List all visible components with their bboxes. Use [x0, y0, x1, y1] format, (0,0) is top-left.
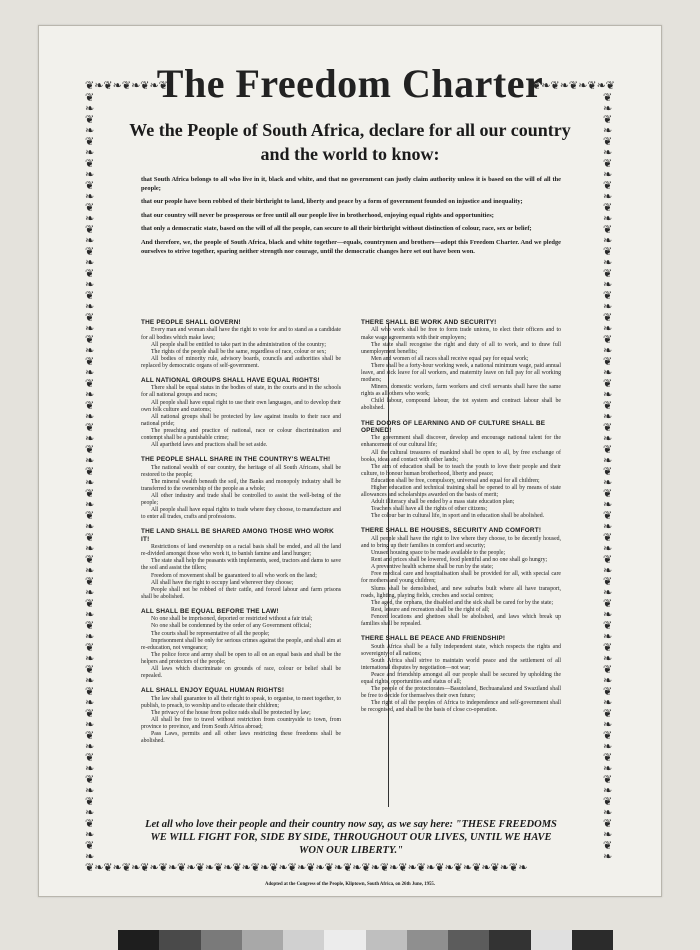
section-clause: The law shall guarantee to all their right to speak, to organise, to meet together, to publish, to preach, to worship and to educate their children;: [141, 695, 341, 709]
section-clause: The privacy of the house from police raids shall be protected by law;: [151, 709, 311, 716]
section-heading: ALL SHALL ENJOY EQUAL HUMAN RIGHTS!: [141, 687, 285, 695]
section-clause: People shall not be robbed of their cattle, and forced labour and farm prisons shall be abolished.: [141, 586, 341, 600]
section-clause: The colour bar in cultural life, in sport and in education shall be abolished.: [371, 513, 545, 520]
section-clause: The courts shall be representative of all the people;: [151, 630, 270, 637]
section-clause: There shall be a forty-hour working week, a national minimum wage, paid annual leave, and sick leave for all workers, and maternity leave on full pay for all working mothers;: [361, 362, 561, 384]
section-heading: THERE SHALL BE WORK AND SECURITY!: [361, 319, 497, 326]
section-clause: No one shall be imprisoned, deported or restricted without a fair trial;: [151, 616, 313, 623]
charter-section: [141, 687, 341, 745]
section-clause: The national wealth of our country, the heritage of all South Africans, shall be restored to the people;: [141, 464, 341, 478]
section-clause: All people shall have the right to live where they choose, to be decently housed, and to bring up their families in comfort and security;: [361, 535, 561, 549]
color-calibration-strip: [118, 930, 613, 950]
section-clause: Peace and friendship amongst all our people shall be secured by upholding the equal rights, opportunities and status of all;: [361, 671, 561, 685]
charter-section: [361, 635, 561, 714]
charter-section: [141, 456, 341, 521]
section-clause: Adult illiteracy shall be ended by a mass state education plan;: [371, 499, 515, 506]
section-clause: Education shall be free, compulsory, universal and equal for all children;: [371, 477, 540, 484]
page-title: The Freedom Charter: [156, 61, 544, 106]
section-clause: There shall be equal status in the bodies of state, in the courts and in the schools for all national groups and races;: [141, 385, 341, 399]
color-swatch: [283, 930, 324, 950]
section-clause: The police force and army shall be open to all on an equal basis and shall be the helpers and protectors of the people;: [141, 651, 341, 665]
color-swatch: [201, 930, 242, 950]
section-clause: Fenced locations and ghettoes shall be abolished, and laws which break up families shall be repealed.: [361, 613, 561, 627]
preamble-paragraph: that our country will never be prosperous or free until all our people live in brotherhood, enjoying equal rights and opportunities;: [141, 211, 494, 219]
section-clause: Slums shall be demolished, and new suburbs built where all have transport, roads, lighting, playing fields, creches and social centres;: [361, 585, 561, 599]
section-clause: Free medical care and hospitalisation shall be provided for all, with special care for mothers and young children;: [361, 571, 561, 585]
section-clause: The state shall recognise the right and duty of all to work, and to draw full unemployment benefits;: [361, 341, 561, 355]
right-column: [361, 319, 561, 721]
charter-columns: [141, 319, 561, 811]
section-clause: All laws which discriminate on grounds of race, colour or belief shall be repealed.: [141, 666, 341, 680]
section-clause: Pass Laws, permits and all other laws restricting these freedoms shall be abolished.: [141, 731, 341, 745]
charter-section: [141, 528, 341, 601]
section-clause: The mineral wealth beneath the soil, the Banks and monopoly industry shall be transferred to the ownership of the people as a whole;: [141, 478, 341, 492]
section-clause: All the cultural treasures of mankind shall be open to all, by free exchange of books, ideas and contact with other lands;: [361, 449, 561, 463]
vine-ornament-icon: ❦❧❦❧❦❧❦❧❦: [532, 80, 615, 91]
section-clause: The state shall help the peasants with implements, seed, tractors and dams to save the soil and assist the tillers;: [141, 558, 341, 572]
section-clause: All people shall be entitled to take part in the administration of the country;: [151, 341, 326, 348]
section-clause: Miners, domestic workers, farm workers and civil servants shall have the same rights as all others who work;: [361, 384, 561, 398]
section-clause: All other industry and trade shall be controlled to assist the well-being of the people;: [141, 493, 341, 507]
charter-section: [361, 420, 561, 521]
section-clause: All bodies of minority rule, advisory boards, councils and authorities shall be replaced by democratic organs of self-government.: [141, 355, 341, 369]
section-clause: A preventive health scheme shall be run by the state;: [371, 564, 494, 571]
border-bottom-ornament-icon: ❦❧❦❧❦❧❦❧❦❧❦❧❦❧❦❧❦❧❦❧❦❧❦❧❦❧❦❧❦❧❦❧❦❧❦❧❦❧❦❧❦❧❦❧❦❧❦❧: [85, 862, 528, 873]
section-heading: THERE SHALL BE PEACE AND FRIENDSHIP!: [361, 635, 506, 643]
left-column: [141, 319, 341, 752]
charter-poster: [38, 25, 662, 897]
section-heading: THE DOORS OF LEARNING AND OF CULTURE SHALL BE OPENED!: [361, 419, 546, 434]
section-clause: All people shall have equal right to use their own languages, and to develop their own folk culture and customs;: [141, 399, 341, 413]
color-swatch: [572, 930, 613, 950]
section-heading: ALL NATIONAL GROUPS SHALL HAVE EQUAL RIGHTS!: [141, 376, 320, 384]
section-clause: All apartheid laws and practices shall be set aside.: [151, 442, 268, 449]
vine-ornament-icon: ❦❧❦❧❦❧❦❧❦: [85, 80, 168, 91]
section-clause: The government shall discover, develop and encourage national talent for the enhancement of our cultural life;: [361, 435, 561, 449]
color-swatch: [118, 930, 159, 950]
section-clause: The people of the protectorates—Basutoland, Bechuanaland and Swaziland shall be free to decide for themselves their own future;: [361, 686, 561, 700]
section-clause: South Africa shall strive to maintain world peace and the settlement of all international disputes by negotiation—not war;: [361, 657, 561, 671]
preamble-paragraph: that our people have been robbed of their birthright to land, liberty and peace by a form of government founded on injustice and inequality;: [141, 198, 523, 206]
section-clause: Imprisonment shall be only for serious crimes against the people, and shall aim at re-education, not vengeance;: [141, 637, 341, 651]
color-swatch: [324, 930, 365, 950]
section-clause: The aim of education shall be to teach the youth to love their people and their culture, to honour human brotherhood, liberty and peace;: [361, 463, 561, 477]
section-clause: All people shall have equal rights to trade where they choose, to manufacture and to enter all trades, crafts and professions.: [141, 507, 341, 521]
color-swatch: [531, 930, 572, 950]
preamble-paragraph: that only a democratic state, based on the will of all the people, can secure to all their birthright without distinction of colour, race, sex or belief;: [141, 225, 532, 233]
adopted-note: Adopted at the Congress of the People, Kliptown, South Africa, on 26th June, 1955.: [265, 882, 435, 887]
section-clause: All shall be free to travel without restriction from countryside to town, from province to province, and from South Africa abroad;: [141, 716, 341, 730]
color-swatch: [159, 930, 200, 950]
border-right-ornament-icon: ❦❧❦❧❦❧❦❧❦❧❦❧❦❧❦❧❦❧❦❧❦❧❦❧❦❧❦❧❦❧❦❧❦❧❦❧❦❧❦❧❦❧❦❧❦❧❦❧❦❧❦❧❦❧❦❧❦❧❦❧❦❧❦❧❦❧❦❧❦❧: [603, 92, 613, 862]
color-swatch: [489, 930, 530, 950]
section-clause: Every man and woman shall have the right to vote for and to stand as a candidate for all bodies which make laws;: [141, 327, 341, 341]
section-clause: All who work shall be free to form trade unions, to elect their officers and to make wage agreements with their employers;: [361, 327, 561, 341]
section-clause: Unused housing space to be made available to the people;: [371, 550, 506, 557]
color-swatch: [407, 930, 448, 950]
section-clause: Freedom of movement shall be guaranteed to all who work on the land;: [151, 572, 317, 579]
section-heading: THE PEOPLE SHALL GOVERN!: [141, 319, 241, 326]
page-subtitle: We the People of South Africa, declare for all our country and the world to know:: [129, 120, 571, 164]
section-heading: THERE SHALL BE HOUSES, SECURITY AND COMFORT!: [361, 527, 542, 535]
color-swatch: [366, 930, 407, 950]
charter-section: [141, 608, 341, 680]
section-clause: Teachers shall have all the rights of other citizens;: [371, 506, 488, 513]
section-clause: All shall have the right to occupy land wherever they choose;: [151, 579, 294, 586]
section-clause: Child labour, compound labour, the tot system and contract labour shall be abolished.: [361, 398, 561, 412]
section-clause: Higher education and technical training shall be opened to all by means of state allowances and scholarships awarded on the basis of merit;: [361, 485, 561, 499]
charter-section: [361, 527, 561, 628]
section-heading: ALL SHALL BE EQUAL BEFORE THE LAW!: [141, 607, 279, 615]
charter-section: [361, 319, 561, 413]
charter-section: [141, 377, 341, 449]
section-clause: Rest, leisure and recreation shall be the right of all;: [371, 606, 490, 613]
section-clause: The aged, the orphans, the disabled and the sick shall be cared for by the state;: [371, 599, 554, 606]
preamble: [141, 176, 561, 261]
color-swatch: [448, 930, 489, 950]
section-clause: Restrictions of land ownership on a racial basis shall be ended, and all the land re-divided amongst those who work it, to banish famine and land hunger;: [141, 544, 341, 558]
section-clause: South Africa shall be a fully independent state, which respects the rights and sovereignty of all nations;: [361, 643, 561, 657]
section-clause: The right of all the peoples of Africa to independence and self-government shall be recognised, and shall be the basis of close co-operation.: [361, 700, 561, 714]
section-clause: The rights of the people shall be the same, regardless of race, colour or sex;: [151, 348, 327, 355]
closing-statement: Let all who love their people and their country now say, as we say here: "THESE FREEDOMS WE WILL FIGHT FOR, SIDE BY SIDE, THROUGHOUT OUR LIVES, UNTIL WE HAVE WON OUR LIBERTY.": [145, 819, 557, 856]
preamble-paragraph: that South Africa belongs to all who live in it, black and white, and that no government can justly claim authority unless it is based on the will of all the people;: [141, 176, 561, 192]
preamble-paragraph: And therefore, we, the people of South Africa, black and white together—equals, countrymen and brothers—adopt this Freedom Charter. And we pledge ourselves to strive together, sparing neither strength nor courage, until the democratic changes here set out have been won.: [141, 238, 561, 255]
border-left-ornament-icon: ❦❧❦❧❦❧❦❧❦❧❦❧❦❧❦❧❦❧❦❧❦❧❦❧❦❧❦❧❦❧❦❧❦❧❦❧❦❧❦❧❦❧❦❧❦❧❦❧❦❧❦❧❦❧❦❧❦❧❦❧❦❧❦❧❦❧❦❧❦❧: [85, 92, 95, 862]
section-clause: Rent and prices shall be lowered, food plentiful and no one shall go hungry;: [371, 557, 548, 564]
section-clause: Men and women of all races shall receive equal pay for equal work;: [371, 355, 529, 362]
section-heading: THE PEOPLE SHALL SHARE IN THE COUNTRY'S WEALTH!: [141, 456, 331, 464]
section-clause: All national groups shall be protected by law against insults to their race and national pride;: [141, 413, 341, 427]
section-clause: No one shall be condemned by the order of any Government official;: [151, 623, 312, 630]
color-swatch: [242, 930, 283, 950]
section-heading: THE LAND SHALL BE SHARED AMONG THOSE WHO WORK IT!: [141, 528, 334, 543]
section-clause: The preaching and practice of national, race or colour discrimination and contempt shall be a punishable crime;: [141, 427, 341, 442]
charter-section: [141, 319, 341, 370]
